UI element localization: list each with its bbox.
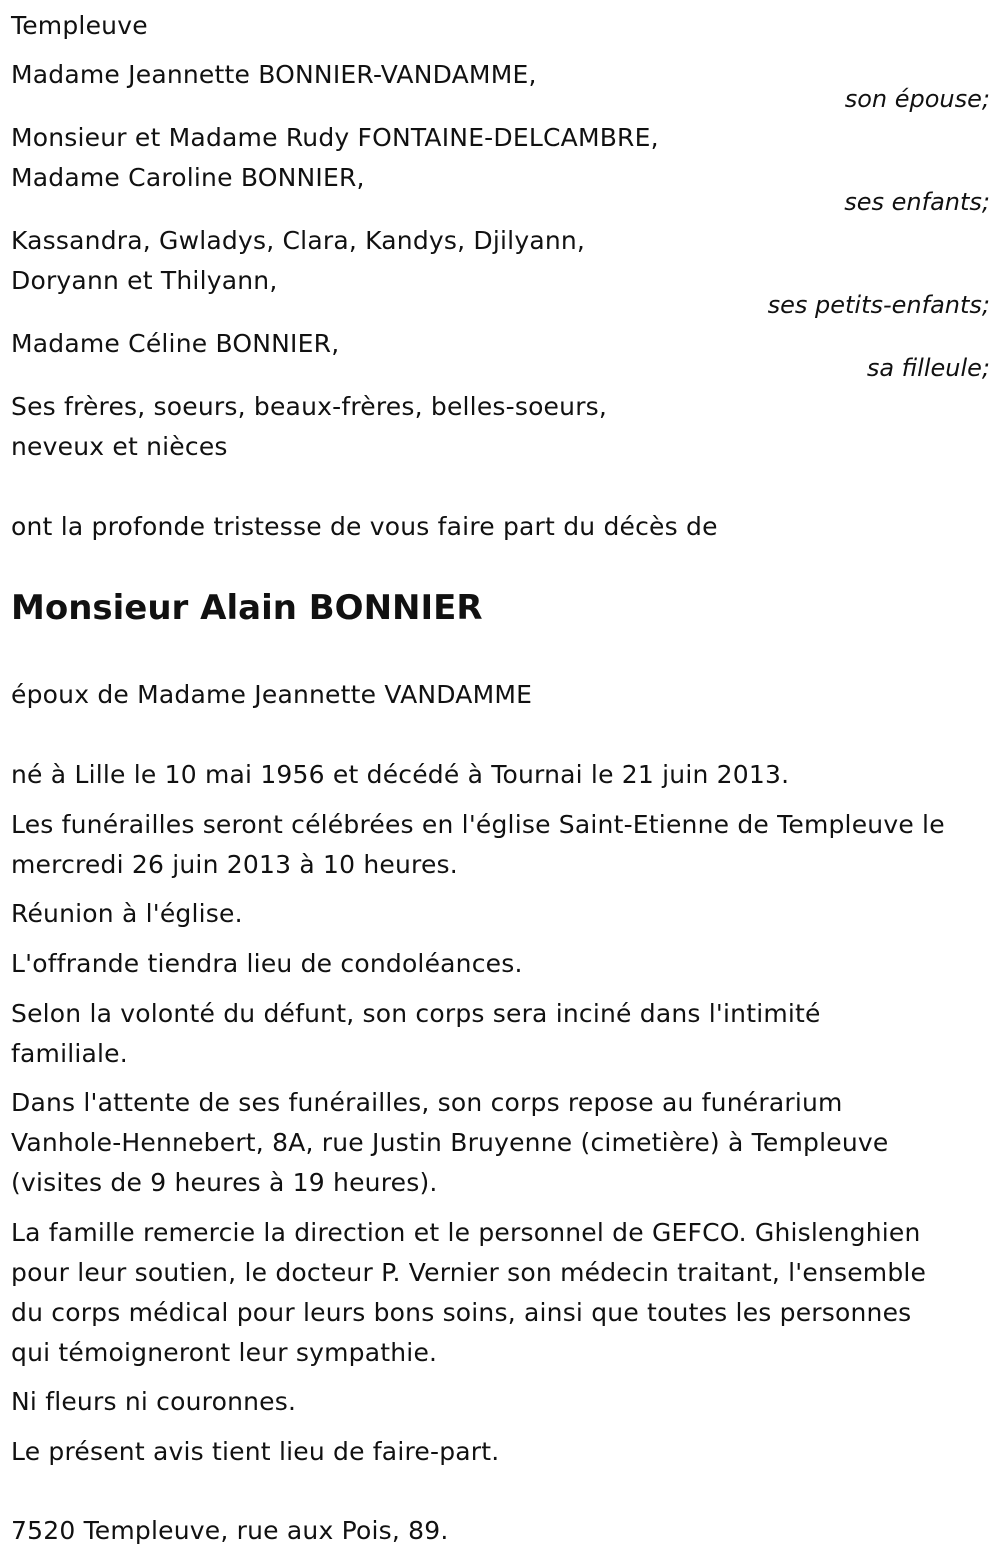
grandchildren-line-2: Doryann et Thilyann, xyxy=(11,266,278,295)
cremation-line-2: familiale. xyxy=(11,1039,128,1068)
address-line: 7520 Templeuve, rue aux Pois, 89. xyxy=(11,1516,449,1545)
rest-line-2: Vanhole-Hennebert, 8A, rue Justin Bruyenne (cimetière) à Templeuve xyxy=(11,1128,889,1157)
announcement-intro: ont la profonde tristesse de vous faire part du décès de xyxy=(11,512,718,541)
thanks-line-2: pour leur soutien, le docteur P. Vernier son médecin traitant, l'ensemble xyxy=(11,1258,927,1287)
cremation-line-1: Selon la volonté du défunt, son corps sera inciné dans l'intimité xyxy=(11,999,821,1028)
offering-line: L'offrande tiendra lieu de condoléances. xyxy=(11,949,523,978)
spouse-name: Madame Jeannette BONNIER-VANDAMME, xyxy=(11,60,537,89)
place-heading: Templeuve xyxy=(11,11,148,40)
goddaughter-name: Madame Céline BONNIER, xyxy=(11,329,340,358)
child-line-1: Monsieur et Madame Rudy FONTAINE-DELCAMBRE, xyxy=(11,123,659,152)
spouse-of: époux de Madame Jeannette VANDAMME xyxy=(11,680,533,709)
spouse-relation: son épouse; xyxy=(844,85,990,113)
siblings-line-2: neveux et nièces xyxy=(11,432,228,461)
rest-line-1: Dans l'attente de ses funérailles, son corps repose au funérarium xyxy=(11,1088,843,1117)
thanks-line-3: du corps médical pour leurs bons soins, ainsi que toutes les personnes xyxy=(11,1298,912,1327)
children-relation: ses enfants; xyxy=(844,188,990,216)
notice-line: Le présent avis tient lieu de faire-part. xyxy=(11,1437,500,1466)
reunion-line: Réunion à l'église. xyxy=(11,899,243,928)
goddaughter-relation: sa filleule; xyxy=(866,354,990,382)
thanks-line-4: qui témoigneront leur sympathie. xyxy=(11,1338,438,1367)
birth-death-line: né à Lille le 10 mai 1956 et décédé à Tournai le 21 juin 2013. xyxy=(11,760,790,789)
grandchildren-line-1: Kassandra, Gwladys, Clara, Kandys, Djilyann, xyxy=(11,226,586,255)
deceased-name: Monsieur Alain BONNIER xyxy=(11,588,483,628)
funeral-line-2: mercredi 26 juin 2013 à 10 heures. xyxy=(11,850,458,879)
rest-line-3: (visites de 9 heures à 19 heures). xyxy=(11,1168,438,1197)
flowers-line: Ni fleurs ni couronnes. xyxy=(11,1387,297,1416)
thanks-line-1: La famille remercie la direction et le personnel de GEFCO. Ghislenghien xyxy=(11,1218,921,1247)
grandchildren-relation: ses petits-enfants; xyxy=(767,291,990,319)
child-line-2: Madame Caroline BONNIER, xyxy=(11,163,365,192)
siblings-line-1: Ses frères, soeurs, beaux-frères, belles-soeurs, xyxy=(11,392,608,421)
funeral-line-1: Les funérailles seront célébrées en l'église Saint-Etienne de Templeuve le xyxy=(11,810,945,839)
